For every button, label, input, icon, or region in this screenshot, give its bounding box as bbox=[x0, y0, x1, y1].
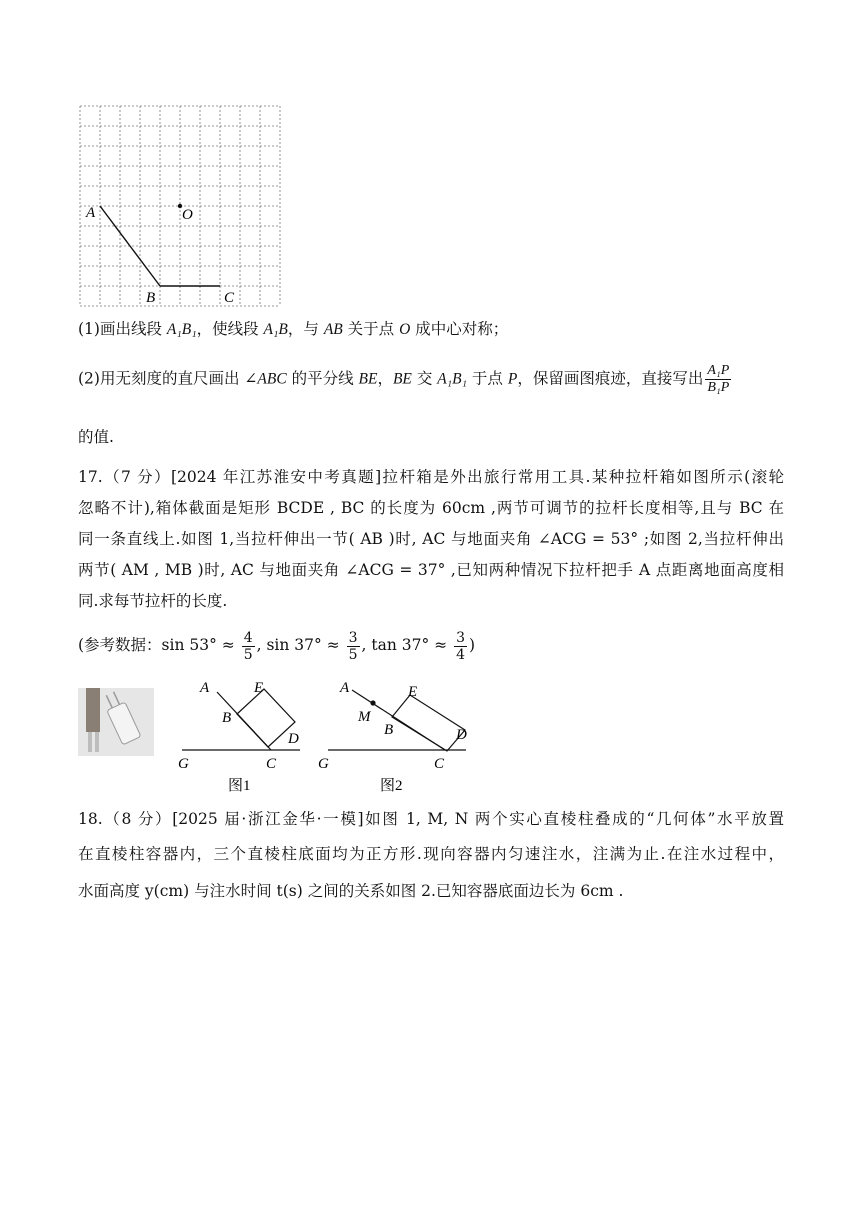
caption: 图1 bbox=[228, 778, 251, 794]
fraction bbox=[454, 630, 467, 663]
denominator: 5 bbox=[243, 646, 253, 663]
fraction bbox=[347, 630, 360, 663]
figure-2 bbox=[310, 672, 475, 796]
text: (2)用无刻度的直尺画出 bbox=[78, 369, 245, 388]
label-e: E bbox=[408, 684, 418, 700]
text: ，保留画图痕迹，直接写出 bbox=[517, 369, 704, 388]
q17-line2: 忽略不计),箱体截面是矩形 BCDE , BC 的长度为 60cm ,两节可调节的拉杆长度相等,且与 BC 在 bbox=[78, 499, 784, 517]
q17-reference bbox=[78, 628, 475, 663]
label-a: A bbox=[340, 680, 350, 696]
q18-line3: 水面高度 y(cm) 与注水时间 t(s) 之间的关系如图 2.已知容器底面边长为 6cm . bbox=[78, 882, 624, 900]
label-a: A bbox=[86, 205, 96, 221]
text: 交 bbox=[411, 369, 438, 388]
numerator: 3 bbox=[348, 629, 358, 646]
luggage-illustration bbox=[78, 688, 154, 756]
math: AB bbox=[323, 321, 343, 338]
text: 成中心对称； bbox=[410, 320, 509, 338]
box-rect bbox=[237, 689, 295, 747]
q18-line2: 在直棱柱容器内，三个直棱柱底面均为正方形.现向容器内匀速注水，注满为止.在注水过程中， bbox=[78, 845, 784, 863]
q16-part1 bbox=[78, 318, 508, 341]
text: ，使线段 bbox=[196, 320, 264, 338]
label-b: B bbox=[146, 290, 156, 306]
numerator: 3 bbox=[456, 629, 466, 646]
fraction bbox=[242, 630, 255, 663]
text: ， bbox=[377, 369, 393, 388]
math: O bbox=[399, 321, 411, 338]
q17-line1: 17.（7 分）[2024 年江苏淮安中考真题]拉杆箱是外出旅行常用工具.某种拉杆箱如图所示(滚轮 bbox=[78, 468, 784, 486]
math: BE bbox=[392, 370, 412, 388]
label-e: E bbox=[254, 680, 264, 696]
math: BE bbox=[358, 370, 378, 388]
label-b: B bbox=[222, 710, 232, 726]
math: A₁B bbox=[263, 321, 288, 338]
q16-part2 bbox=[78, 363, 733, 396]
label-g: G bbox=[178, 756, 189, 772]
text: ) bbox=[469, 636, 476, 654]
text: 于点 bbox=[466, 369, 508, 388]
figure-1 bbox=[170, 672, 310, 796]
label-g: G bbox=[318, 756, 329, 772]
label-c: C bbox=[266, 756, 277, 772]
q17-line3: 同一条直线上.如图 1,当拉杆伸出一节( AB )时, AC 与地面夹角 ∠ACG = 53° ;如图 2,当拉杆伸出 bbox=[78, 530, 784, 548]
fraction-denominator: B₁P bbox=[707, 380, 730, 395]
label-b: B bbox=[384, 722, 394, 738]
text: (1)画出线段 bbox=[78, 320, 167, 338]
caption: 图2 bbox=[380, 778, 403, 794]
text: 的平分线 bbox=[286, 369, 359, 388]
grid-figure bbox=[78, 104, 282, 308]
denominator: 5 bbox=[348, 646, 358, 663]
q17-line5: 同.求每节拉杆的长度. bbox=[78, 592, 228, 610]
text: , tan 37° ≈ bbox=[361, 636, 453, 654]
label-c: C bbox=[224, 290, 235, 306]
math: A₁B₁ bbox=[437, 370, 467, 388]
fraction-numerator: A₁P bbox=[707, 363, 730, 378]
text: (参考数据：sin 53° ≈ bbox=[78, 636, 240, 654]
ratio-fraction bbox=[705, 363, 731, 396]
text: 关于点 bbox=[342, 320, 400, 338]
text: , sin 37° ≈ bbox=[256, 636, 345, 654]
math: ∠ABC bbox=[244, 370, 287, 388]
math: P bbox=[507, 370, 518, 388]
label-o: O bbox=[182, 207, 193, 223]
label-d: D bbox=[288, 731, 299, 747]
text: ，与 bbox=[287, 320, 324, 338]
q16-part3: 的值. bbox=[78, 428, 114, 446]
label-m: M bbox=[358, 709, 371, 725]
point-m bbox=[370, 700, 375, 705]
luggage-photo bbox=[78, 688, 154, 756]
numerator: 4 bbox=[243, 629, 253, 646]
q18-line1: 18.（8 分）[2025 届·浙江金华·一模]如图 1, M, N 两个实心直棱柱叠成的“几何体”水平放置 bbox=[78, 810, 784, 828]
denominator: 4 bbox=[456, 646, 466, 663]
label-a: A bbox=[200, 680, 210, 696]
q17-line4: 两节( AM , MB )时, AC 与地面夹角 ∠ACG = 37° ,已知两种情况下拉杆把手 A 点距离地面高度相 bbox=[78, 561, 784, 579]
label-d: D bbox=[456, 727, 467, 743]
label-c: C bbox=[434, 756, 445, 772]
math: A₁B₁ bbox=[166, 321, 197, 338]
